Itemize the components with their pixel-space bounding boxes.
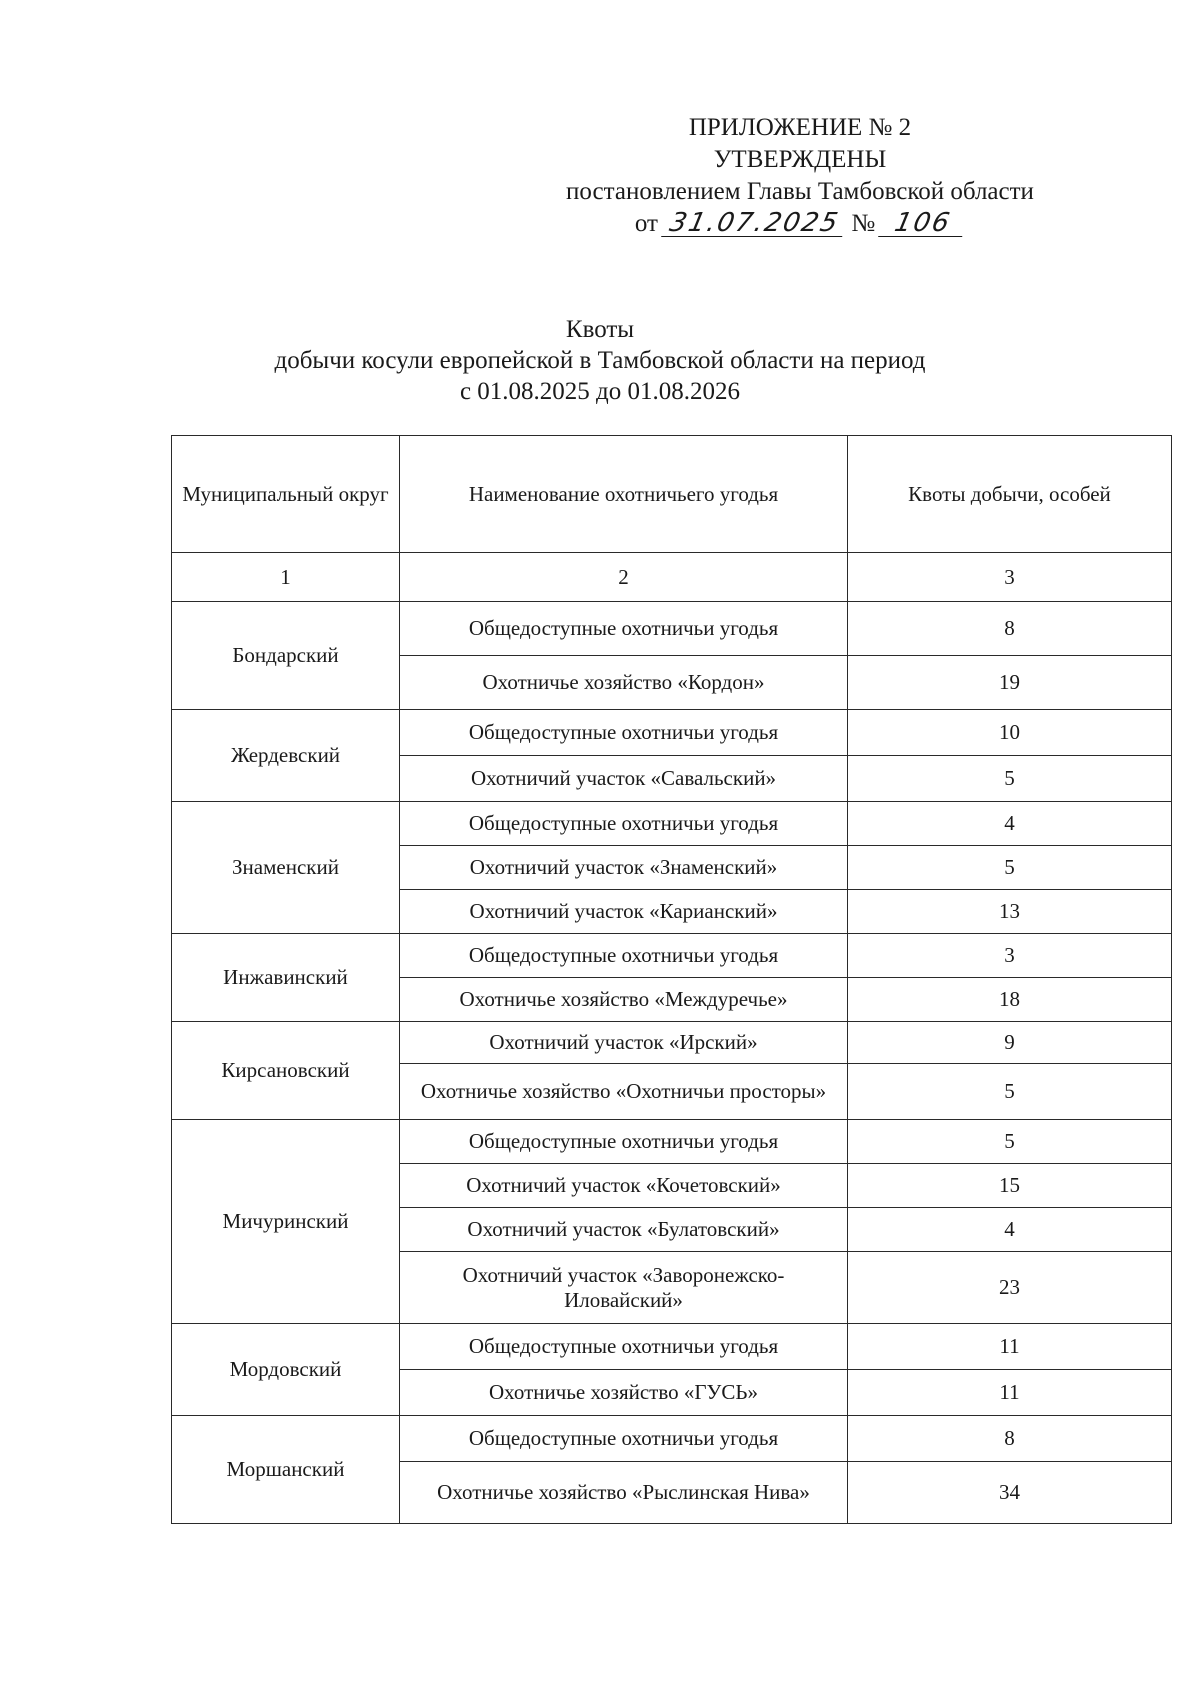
hunting-ground-cell: Охотничье хозяйство «Рыслинская Нива»: [400, 1462, 848, 1524]
quota-cell: 18: [848, 978, 1172, 1022]
quota-cell: 4: [848, 802, 1172, 846]
header-district: Муниципальный округ: [172, 436, 400, 553]
quota-cell: 8: [848, 602, 1172, 656]
hunting-ground-cell: Охотничье хозяйство «Междуречье»: [400, 978, 848, 1022]
district-cell: Кирсановский: [172, 1022, 400, 1120]
column-number: 3: [848, 553, 1172, 602]
quota-cell: 34: [848, 1462, 1172, 1524]
quota-cell: 5: [848, 846, 1172, 890]
quota-cell: 13: [848, 890, 1172, 934]
hunting-ground-cell: Общедоступные охотничьи угодья: [400, 1416, 848, 1462]
quota-cell: 5: [848, 756, 1172, 802]
document-title: [170, 314, 1030, 407]
approved-label: УТВЕРЖДЕНЫ: [713, 146, 887, 173]
quota-cell: 5: [848, 1120, 1172, 1164]
table-header-row: [172, 436, 1172, 553]
handwritten-date: 31.07.2025: [661, 210, 848, 237]
appendix-label: ПРИЛОЖЕНИЕ № 2: [688, 114, 912, 141]
district-cell: Мордовский: [172, 1324, 400, 1416]
column-number: 2: [400, 553, 848, 602]
quota-cell: 11: [848, 1370, 1172, 1416]
hunting-ground-cell: Общедоступные охотничьи угодья: [400, 802, 848, 846]
table-row: [172, 1120, 1172, 1164]
quota-table-body: [172, 602, 1172, 1524]
header-hunting-ground: Наименование охотничьего угодья: [400, 436, 848, 553]
table-row: [172, 1022, 1172, 1064]
quota-cell: 10: [848, 710, 1172, 756]
resolution-label: постановлением Главы Тамбовской области: [566, 178, 1034, 205]
quota-cell: 23: [848, 1252, 1172, 1324]
district-cell: Инжавинский: [172, 934, 400, 1022]
table-row: [172, 710, 1172, 756]
district-cell: Мичуринский: [172, 1120, 400, 1324]
table-row: [172, 1324, 1172, 1370]
hunting-ground-cell: Общедоступные охотничьи угодья: [400, 934, 848, 978]
quota-cell: 9: [848, 1022, 1172, 1064]
title-line-2: добычи косули европейской в Тамбовской области на период: [274, 347, 926, 374]
handwritten-number: 106: [879, 210, 968, 237]
hunting-ground-cell: Общедоступные охотничьи угодья: [400, 1120, 848, 1164]
table-row: [172, 934, 1172, 978]
hunting-ground-cell: Охотничий участок «Савальский»: [400, 756, 848, 802]
hunting-ground-cell: Охотничье хозяйство «Охотничьи просторы»: [400, 1064, 848, 1120]
quota-cell: 8: [848, 1416, 1172, 1462]
hunting-ground-cell: Охотничий участок «Карианский»: [400, 890, 848, 934]
quota-cell: 11: [848, 1324, 1172, 1370]
quota-table: [171, 435, 1172, 1524]
table-row: [172, 1416, 1172, 1462]
quota-cell: 3: [848, 934, 1172, 978]
resolution-date-line: [520, 208, 1080, 240]
hunting-ground-cell: Охотничий участок «Кочетовский»: [400, 1164, 848, 1208]
title-line-1: Квоты: [565, 316, 635, 343]
district-cell: Знаменский: [172, 802, 400, 934]
table-row: [172, 802, 1172, 846]
quota-cell: 19: [848, 656, 1172, 710]
hunting-ground-cell: Охотничий участок «Заворонежско-Иловайский»: [400, 1252, 848, 1324]
hunting-ground-cell: Общедоступные охотничьи угодья: [400, 602, 848, 656]
hunting-ground-cell: Общедоступные охотничьи угодья: [400, 1324, 848, 1370]
district-cell: Моршанский: [172, 1416, 400, 1524]
hunting-ground-cell: Охотничий участок «Булатовский»: [400, 1208, 848, 1252]
hunting-ground-cell: Общедоступные охотничьи угодья: [400, 710, 848, 756]
district-cell: Жердевский: [172, 710, 400, 802]
column-number: 1: [172, 553, 400, 602]
header-quota: Квоты добычи, особей: [848, 436, 1172, 553]
quota-cell: 15: [848, 1164, 1172, 1208]
from-label: от: [634, 210, 658, 237]
number-label: №: [851, 210, 876, 237]
document-header: [520, 112, 1080, 240]
hunting-ground-cell: Охотничий участок «Ирский»: [400, 1022, 848, 1064]
hunting-ground-cell: Охотничий участок «Знаменский»: [400, 846, 848, 890]
table-row: [172, 602, 1172, 656]
district-cell: Бондарский: [172, 602, 400, 710]
quota-cell: 5: [848, 1064, 1172, 1120]
quota-cell: 4: [848, 1208, 1172, 1252]
hunting-ground-cell: Охотничье хозяйство «ГУСЬ»: [400, 1370, 848, 1416]
hunting-ground-cell: Охотничье хозяйство «Кордон»: [400, 656, 848, 710]
title-line-3: с 01.08.2025 до 01.08.2026: [459, 378, 741, 405]
column-number-row: [172, 553, 1172, 602]
